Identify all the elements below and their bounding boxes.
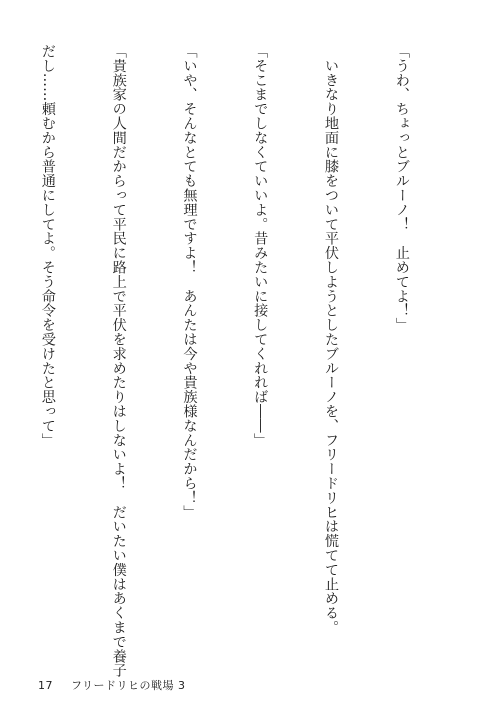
- vertical-text-body: [0, 44, 460, 678]
- text-line: 「うわ、ちょっとブルーノ！ 止めてよ！」: [393, 44, 410, 332]
- page-number: 17: [38, 679, 53, 692]
- text-line: 「貴族家の人間だからって平民に路上で平伏を求めたりはしないよ！ だいたい僕はあくまで養子: [110, 44, 127, 678]
- text-line: 「いや、そんなとても無理ですよ！ あんたは今や貴族様なんだから！」: [181, 44, 198, 520]
- page-footer: [38, 677, 186, 693]
- text-line: いきなり地面に膝をついて平伏しようとしたブルーノを、フリードリヒは慌てて止める。: [323, 44, 340, 635]
- running-title: フリードリヒの戦場 3: [71, 679, 186, 692]
- text-line: 「そこまでしなくていいよ。昔みたいに接してくれれば――」: [252, 44, 269, 448]
- text-line: だし……頼むから普通にしてよ。そう命令を受けたと思って」: [39, 44, 56, 448]
